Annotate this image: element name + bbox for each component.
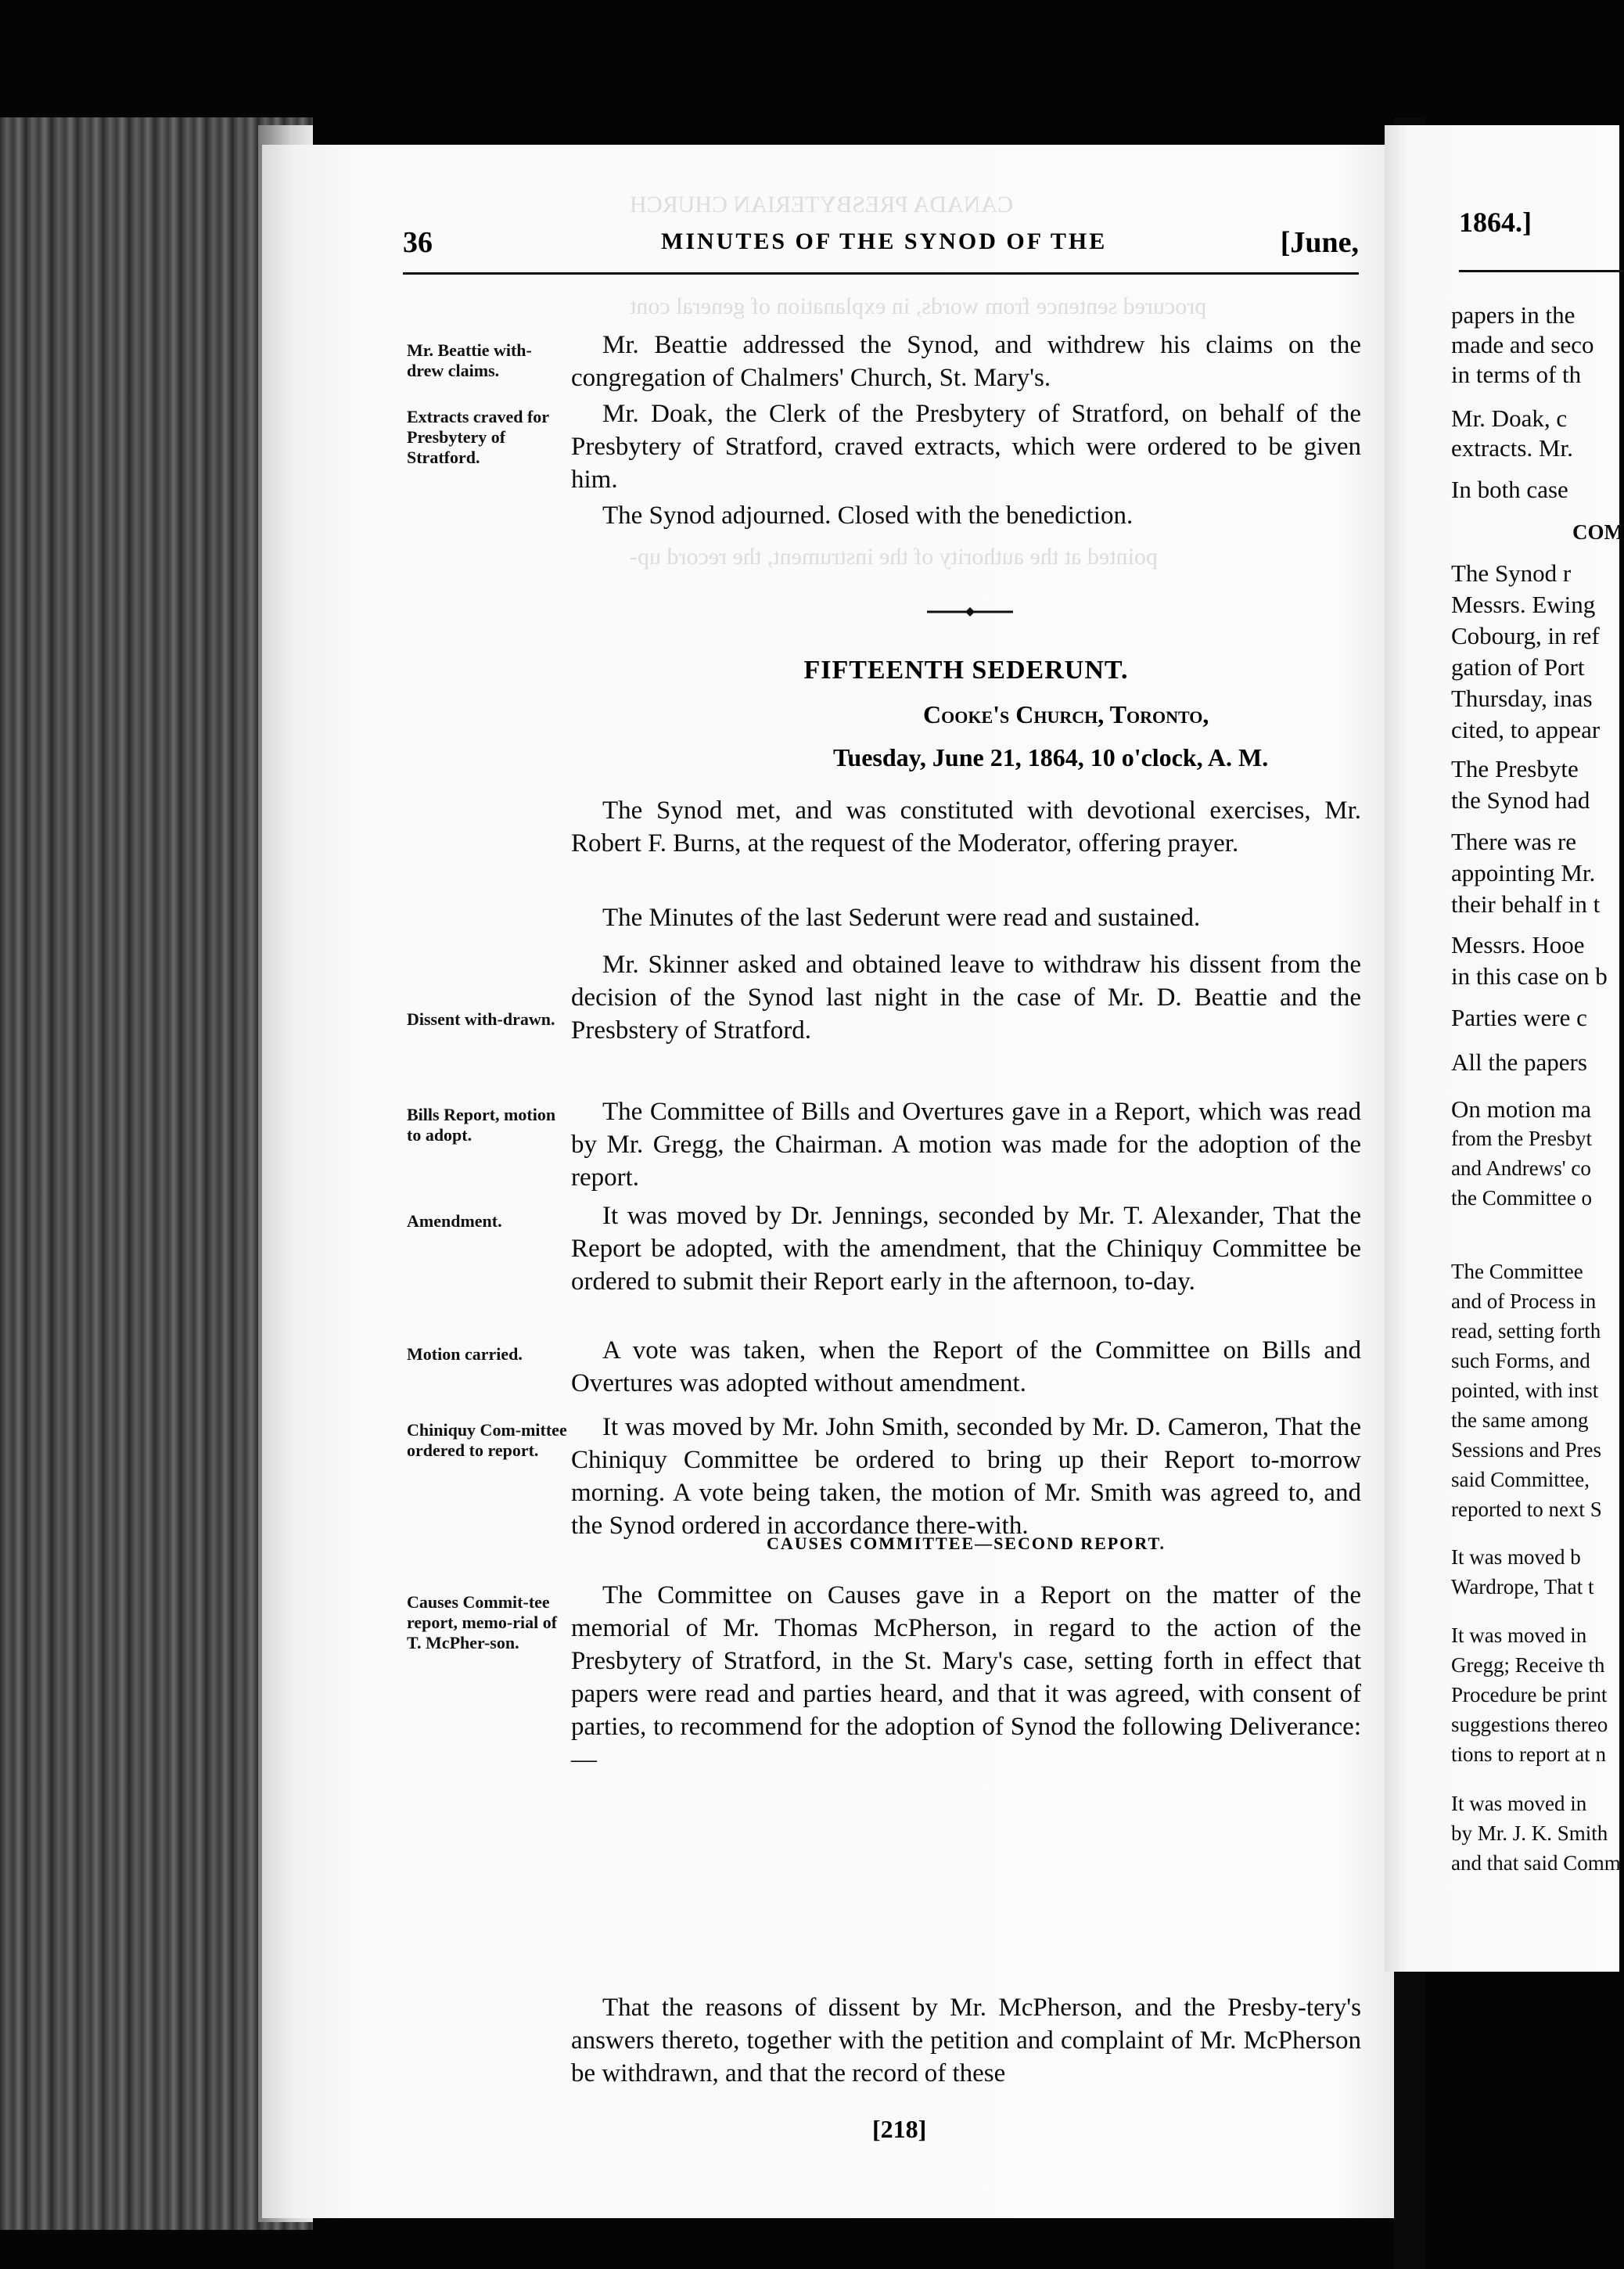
right-header-rule <box>1459 270 1623 272</box>
right-text-line: gation of Port <box>1451 653 1585 681</box>
right-text-line: papers in the <box>1451 301 1575 329</box>
footer-page-number: [218] <box>872 2115 927 2143</box>
paragraph-motion-carried: A vote was taken, when the Report of the Committee on Bills and Overtures was adopted without amendment. <box>571 1336 1361 1397</box>
bleed-through-text: pointed at the authority of the instrument, the record up- <box>630 544 1158 570</box>
right-text-line: It was moved in <box>1451 1624 1587 1647</box>
right-text-line: Sessions and Pres <box>1451 1438 1602 1462</box>
right-text-line: in this case on b <box>1451 962 1608 990</box>
right-text-line: in terms of th <box>1451 361 1582 388</box>
bleed-through-text: procured sentence from words, in explanation of general cont <box>630 293 1207 319</box>
margin-note-amendment: Amendment. <box>407 1211 502 1231</box>
paragraph-bills-report: The Committee of Bills and Overtures gave in a Report, which was read by Mr. Gregg, the Chairman. A motion was made for the adoption of the report. <box>571 1098 1361 1192</box>
page-number: 36 <box>403 226 433 259</box>
paragraph-doak: Mr. Doak, the Clerk of the Presbytery of Stratford, on behalf of the Presbytery of Stratford, craved extracts, which were ordered to be given him. <box>571 400 1361 494</box>
right-text-line: Cobourg, in ref <box>1451 622 1600 649</box>
paragraph-causes-report: The Committee on Causes gave in a Report on the matter of the memorial of Mr. Thomas McPherson, in regard to the action of the Presbytery of Stratford, in the St. Mary's case, setting forth in effect that papers were read and parties heard, and that it was agreed, with consent of parties, to recommend for the adoption of Synod the following Deliverance:— <box>571 1581 1361 1774</box>
right-text-line: All the papers <box>1451 1048 1587 1076</box>
meeting-place: Cooke's Church, Toronto, <box>923 700 1209 728</box>
right-text-line: In both case <box>1451 476 1568 503</box>
right-text-line: It was moved b <box>1451 1545 1581 1569</box>
paragraph-dissent-withdrawn: Mr. Skinner asked and obtained leave to withdraw his dissent from the decision of the Synod last night in the case of Mr. D. Beattie and the Presbstery of Stratford. <box>571 951 1361 1045</box>
right-text-line: their behalf in t <box>1451 890 1601 918</box>
section-divider-ornament <box>927 606 1013 617</box>
paragraph-beattie: Mr. Beattie addressed the Synod, and withdrew his claims on the congregation of Chalmers' Church, St. Mary's. <box>571 331 1361 392</box>
right-text-line: and Andrews' co <box>1451 1156 1591 1180</box>
right-text-line: It was moved in <box>1451 1792 1587 1815</box>
paragraph-adjourned: The Synod adjourned. Closed with the benediction. <box>602 502 1134 530</box>
right-text-line: Mr. Doak, c <box>1451 405 1568 432</box>
right-text-line: the Committee o <box>1451 1186 1592 1210</box>
margin-note-chiniquy: Chiniquy Com-mittee ordered to report. <box>407 1420 567 1460</box>
right-text-line: There was re <box>1451 828 1577 855</box>
right-text-line: tions to report at n <box>1451 1742 1606 1766</box>
right-text-line: the same among <box>1451 1408 1589 1432</box>
running-head: MINUTES OF THE SYNOD OF THE <box>661 228 1108 254</box>
right-text-line: appointing Mr. <box>1451 859 1596 886</box>
margin-note-dissent: Dissent with-drawn. <box>407 1009 555 1029</box>
right-text-line: and of Process in <box>1451 1289 1597 1313</box>
header-date: [June, <box>1280 226 1359 259</box>
right-text-line: reported to next S <box>1451 1498 1602 1521</box>
right-text-line: suggestions thereo <box>1451 1713 1608 1736</box>
right-text-line: The Presbyte <box>1451 755 1579 782</box>
right-text-line: the Synod had <box>1451 786 1590 814</box>
right-text-line: said Committee, <box>1451 1468 1590 1491</box>
paragraph-minutes-sustained: The Minutes of the last Sederunt were read and sustained. <box>602 904 1201 932</box>
page-header <box>403 225 1359 275</box>
right-text-line: Gregg; Receive th <box>1451 1653 1605 1677</box>
right-text-line: from the Presbyt <box>1451 1127 1592 1150</box>
paragraph-chiniquy: It was moved by Mr. John Smith, seconded by Mr. D. Cameron, That the Chiniquy Committee be ordered to bring up their Report to-morrow morning. A vote being taken, the motion of Mr. Smith was agreed to, and the Synod ordered in accordance there-with. <box>571 1413 1361 1540</box>
margin-note-causes: Causes Commit-tee report, memo-rial of T. McPher-son. <box>407 1592 558 1652</box>
right-page-header: 1864.] <box>1459 207 1532 238</box>
right-text-line: Procedure be print <box>1451 1683 1608 1706</box>
right-text-line: On motion ma <box>1451 1095 1592 1123</box>
bleed-through-text: CANADA PRESBYTERIAN CHURCH <box>630 192 1014 218</box>
paragraph-reasons-dissent: That the reasons of dissent by Mr. McPherson, and the Presby-tery's answers thereto, together with the petition and complaint of Mr. McPherson be withdrawn, and that the record of these <box>571 1994 1361 2087</box>
sederunt-title: FIFTEENTH SEDERUNT. <box>803 656 1129 685</box>
right-text-line: pointed, with inst <box>1451 1379 1599 1402</box>
right-text-line: The Synod r <box>1451 559 1572 587</box>
paragraph-synod-met: The Synod met, and was constituted with devotional exercises, Mr. Robert F. Burns, at the request of the Moderator, offering prayer. <box>571 796 1361 858</box>
margin-note-bills-report: Bills Report, motion to adopt. <box>407 1105 556 1145</box>
right-text-line: cited, to appear <box>1451 716 1601 743</box>
right-text-line: made and seco <box>1451 331 1594 358</box>
right-text-line: COM <box>1572 520 1624 544</box>
right-text-line: such Forms, and <box>1451 1349 1590 1372</box>
margin-note-beattie: Mr. Beattie with-drew claims. <box>407 340 532 380</box>
right-text-line: and that said Comm <box>1451 1851 1621 1875</box>
right-text-line: read, setting forth <box>1451 1319 1601 1343</box>
causes-committee-subhead: CAUSES COMMITTEE—SECOND REPORT. <box>766 1534 1166 1553</box>
meeting-dateline: Tuesday, June 21, 1864, 10 o'clock, A. M. <box>833 743 1269 771</box>
right-text-line: Parties were c <box>1451 1004 1587 1031</box>
right-text-line: The Committee <box>1451 1260 1583 1283</box>
right-text-line: Messrs. Ewing <box>1451 591 1596 618</box>
margin-note-extracts: Extracts craved for Presbytery of Stratford. <box>407 407 549 467</box>
margin-note-motion-carried: Motion carried. <box>407 1344 523 1364</box>
right-text-line: extracts. Mr. <box>1451 434 1573 462</box>
right-text-line: Wardrope, That t <box>1451 1575 1594 1598</box>
right-text-line: by Mr. J. K. Smith <box>1451 1821 1608 1845</box>
right-text-line: Thursday, inas <box>1451 685 1593 712</box>
paragraph-amendment: It was moved by Dr. Jennings, seconded by Mr. T. Alexander, That the Report be adopted, with the amendment, that the Chiniquy Committee be ordered to submit their Report early in the afternoon, to-day. <box>571 1202 1361 1296</box>
right-text-line: Messrs. Hooe <box>1451 931 1585 958</box>
